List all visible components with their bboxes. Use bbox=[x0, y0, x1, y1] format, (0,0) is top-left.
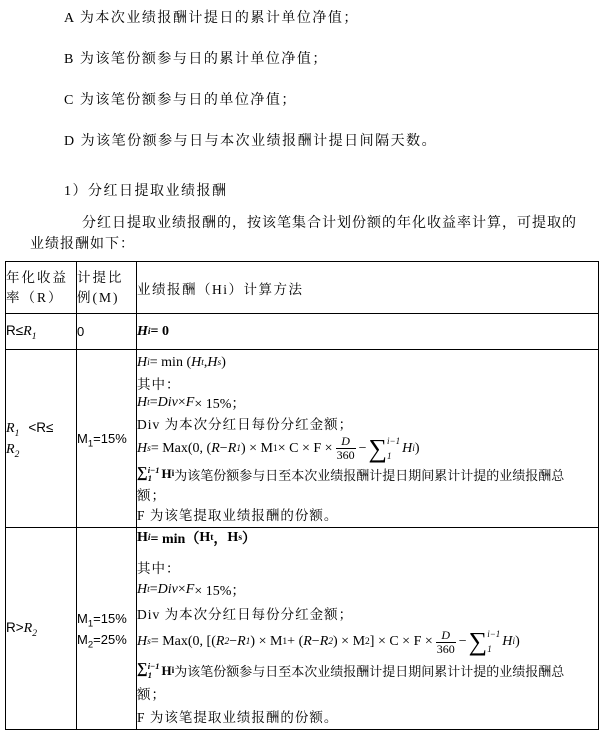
sum-lower-limit: 1 bbox=[387, 450, 392, 461]
sub-1: 1 bbox=[236, 443, 241, 454]
condition-line-1 bbox=[6, 418, 76, 439]
var-H: H bbox=[502, 634, 513, 649]
op-eq-zero: = 0 bbox=[150, 323, 170, 339]
sum-upper-limit: i−1 bbox=[487, 629, 501, 639]
sigma-glyph: ∑ bbox=[468, 627, 488, 656]
op-eq-min: = min（ bbox=[150, 532, 200, 547]
var-H: H bbox=[137, 440, 148, 456]
intro-line-2: 业绩报酬如下： bbox=[30, 237, 135, 252]
var-H: H bbox=[207, 355, 218, 370]
var-H: H bbox=[191, 355, 202, 370]
condition-r-gt-r2 bbox=[6, 528, 77, 730]
op-close-times-m: ) × M bbox=[241, 440, 274, 456]
var-H: H bbox=[137, 634, 148, 649]
header-annualized-return bbox=[6, 262, 77, 314]
fraction-d-360 bbox=[436, 629, 456, 656]
f-description: F 为该笔提取业绩报酬的份额。 bbox=[137, 710, 339, 725]
formula-hi-equals-zero bbox=[137, 322, 598, 341]
sigma-glyph: ∑ bbox=[137, 661, 148, 677]
op-r-le: R≤ bbox=[6, 323, 24, 338]
sub-i: i bbox=[147, 358, 150, 368]
var-R: R bbox=[6, 420, 15, 436]
op-times-15pct: × 15%； bbox=[194, 396, 246, 412]
condition-r1-lt-r-le-r2 bbox=[6, 350, 77, 528]
div-description: Div 为本次分红日每份分红金额； bbox=[137, 607, 354, 622]
op-bracket-times-c-f: ] × C × F × bbox=[369, 634, 433, 649]
var-R: R bbox=[23, 324, 32, 339]
var-R: R bbox=[23, 621, 33, 636]
summation-symbol bbox=[469, 627, 501, 657]
op-minus: − bbox=[311, 634, 320, 649]
var-M: M bbox=[77, 631, 88, 647]
sum-description-text: 为该笔份额参与日至本次业绩报酬计提日期间累计计提的业绩报酬总 bbox=[174, 467, 565, 483]
ratio-value-text: =15% bbox=[93, 610, 127, 626]
performance-fee-table bbox=[5, 261, 599, 730]
frac-denominator-360: 360 bbox=[336, 448, 355, 462]
sum-upper-limit: i−1 bbox=[147, 661, 160, 671]
header-accrual-ratio-line1: 计提比 bbox=[77, 269, 124, 285]
sub-1: 1 bbox=[14, 428, 20, 439]
sigma-glyph: ∑ bbox=[137, 464, 148, 481]
var-H: H bbox=[137, 582, 148, 597]
sub-2: 2 bbox=[224, 637, 230, 647]
var-M: M bbox=[77, 610, 88, 626]
sum-description-wrap: 额； bbox=[137, 687, 166, 702]
table-header-row bbox=[6, 262, 599, 314]
f-description: F 为该笔提取业绩报酬的份额。 bbox=[137, 507, 339, 523]
sub-1: 1 bbox=[31, 331, 37, 342]
formula-hi-min-fw: H i = min（ H t ， H s ） bbox=[137, 530, 257, 547]
summation-symbol bbox=[368, 434, 400, 464]
definition-d: D 为该笔份额参与日与本次业绩报酬计提日间隔天数。 bbox=[64, 134, 438, 149]
var-H: H bbox=[161, 662, 172, 678]
formula-ht bbox=[137, 393, 598, 413]
label-qizhong: 其中： bbox=[137, 561, 181, 576]
op-eq-max-open: = Max(0, ( bbox=[150, 440, 212, 456]
sub-2: 2 bbox=[14, 449, 20, 460]
var-H: H bbox=[137, 323, 148, 339]
ratio-m1-m2 bbox=[77, 528, 137, 730]
sub-1: 1 bbox=[245, 637, 251, 647]
sum-description-wrap: 额； bbox=[137, 487, 166, 503]
formula-hs-tier2: H s = Max(0, [( R 2 − R 1 ) × M 1 + ( R − R 2 ) × M 2 ] × C × F × $\frac{D}{360}$ − ∑ i−1 1 H i ) bbox=[137, 627, 520, 656]
op-comma: ， bbox=[213, 532, 228, 547]
summation-inline-symbol bbox=[137, 465, 159, 484]
condition-line-2 bbox=[6, 439, 76, 460]
fraction-d-360 bbox=[336, 435, 356, 462]
sub-i: i bbox=[147, 533, 151, 543]
formula-hs-tier1: H s = Max(0, ( R − R 1 ) × M 1 × C × F × $\frac{D}{360}$ − ∑ i−1 1 H i ) bbox=[137, 433, 420, 463]
intro-line-1: 分红日提取业绩报酬的，按该笔集合计划份额的年化收益率计算，可提取的 bbox=[82, 216, 577, 231]
ratio-m2-value bbox=[77, 629, 136, 650]
table-row-r1-to-r2 bbox=[6, 350, 599, 528]
sum-lower-limit: 1 bbox=[147, 473, 152, 483]
op-close-paren: ) bbox=[221, 355, 226, 370]
ratio-m1-value bbox=[77, 608, 136, 629]
frac-denominator-360: 360 bbox=[436, 641, 455, 656]
op-eq-max-open-bracket: = Max(0, [( bbox=[150, 634, 216, 649]
sub-2: 2 bbox=[328, 637, 334, 647]
sum-lower-limit: 1 bbox=[147, 669, 152, 680]
var-R: R bbox=[319, 634, 329, 649]
var-H: H bbox=[137, 530, 148, 545]
var-F: F bbox=[185, 582, 195, 597]
header-accrual-ratio bbox=[77, 262, 137, 314]
div-description: Div 为本次分红日每份分红金额； bbox=[137, 416, 354, 432]
op-r-gt: R> bbox=[6, 620, 24, 635]
label-qizhong: 其中： bbox=[137, 376, 181, 392]
op-close-paren: ) bbox=[414, 440, 420, 456]
sub-s: s bbox=[147, 443, 151, 454]
sub-t: t bbox=[147, 397, 150, 408]
var-R: R bbox=[6, 441, 15, 457]
op-minus: − bbox=[358, 440, 367, 456]
ratio-zero: 0 bbox=[77, 314, 137, 350]
ratio-value-text: =25% bbox=[93, 631, 127, 647]
ratio-value-text: =15% bbox=[93, 431, 127, 446]
op-times: × bbox=[177, 582, 186, 597]
sub-t: t bbox=[147, 585, 150, 595]
sum-description: ∑ i−1 1 H i 为该笔份额参与日至本次业绩报酬计提日期间累计计提的业绩报酬总 bbox=[137, 661, 565, 680]
sub-1: 1 bbox=[87, 438, 94, 450]
op-times: × bbox=[177, 394, 186, 410]
definition-c: C 为该笔份额参与日的单位净值； bbox=[64, 93, 297, 108]
definition-b: B 为该笔份额参与日的累计单位净值； bbox=[64, 52, 328, 67]
var-F: F bbox=[185, 394, 195, 410]
condition-r-le-r1 bbox=[6, 314, 77, 350]
sub-s: s bbox=[217, 358, 222, 368]
sub-t: t bbox=[201, 358, 204, 368]
sum-lower-limit: 1 bbox=[487, 644, 492, 654]
sub-2: 2 bbox=[87, 639, 94, 651]
op-eq: = bbox=[149, 394, 158, 410]
sum-description-text: 为该笔份额参与日至本次业绩报酬计提日期间累计计提的业绩报酬总 bbox=[174, 664, 565, 679]
var-H: H bbox=[402, 440, 413, 456]
section-heading: 1）分红日提取业绩报酬 bbox=[64, 184, 228, 199]
ratio-m1-15 bbox=[77, 350, 137, 528]
frac-numerator-D: D bbox=[441, 627, 451, 642]
formula-hi-min bbox=[137, 354, 598, 373]
table-row-r-above-r2 bbox=[6, 528, 599, 730]
formula-cell-tier2 bbox=[137, 528, 599, 730]
sub-2: 2 bbox=[32, 628, 37, 639]
table-row-r-below-r1 bbox=[6, 314, 599, 350]
op-close-paren: ） bbox=[242, 532, 257, 547]
var-H: H bbox=[227, 530, 239, 545]
var-H: H bbox=[199, 530, 211, 545]
op-minus: − bbox=[458, 634, 467, 649]
sub-1: 1 bbox=[87, 618, 94, 630]
formula-cell-hi-zero bbox=[137, 314, 599, 350]
intro-paragraph bbox=[30, 213, 585, 255]
var-H: H bbox=[137, 394, 148, 410]
sigma-glyph: ∑ bbox=[368, 433, 388, 463]
sum-description: ∑ i−1 1 H i 为该笔份额参与日至本次业绩报酬计提日期间累计计提的业绩报酬总 bbox=[137, 464, 565, 483]
var-R: R bbox=[227, 440, 237, 456]
sub-i: i bbox=[512, 637, 516, 647]
op-lt-r-le: <R≤ bbox=[28, 419, 54, 435]
var-H: H bbox=[137, 355, 148, 370]
var-R: R bbox=[215, 634, 225, 649]
formula-cell-tier1 bbox=[137, 350, 599, 528]
var-R: R bbox=[303, 634, 312, 649]
summation-inline-symbol bbox=[137, 661, 159, 680]
formula-ht bbox=[137, 580, 598, 600]
op-close-paren: ) bbox=[515, 634, 520, 649]
op-times-15pct: × 15%； bbox=[194, 584, 246, 599]
ratio-m1-value bbox=[77, 428, 136, 449]
op-close-times-m: ) × M bbox=[250, 634, 283, 649]
var-M: M bbox=[77, 431, 88, 446]
sub-i: i bbox=[412, 443, 415, 454]
sum-upper-limit: i−1 bbox=[147, 464, 160, 475]
op-eq-min: = min ( bbox=[149, 355, 192, 370]
sub-i: i bbox=[147, 326, 151, 337]
sum-upper-limit: i−1 bbox=[387, 435, 401, 446]
var-Div: Div bbox=[157, 394, 178, 410]
op-eq: = bbox=[149, 582, 158, 597]
op-comma: , bbox=[203, 355, 208, 370]
var-R: R bbox=[237, 634, 246, 649]
op-minus: − bbox=[229, 634, 238, 649]
op-minus: − bbox=[219, 440, 228, 456]
op-close-times-m: ) × M bbox=[333, 634, 366, 649]
var-Div: Div bbox=[157, 582, 178, 597]
sub-s: s bbox=[147, 637, 151, 647]
frac-numerator-D: D bbox=[341, 434, 350, 448]
header-annualized-return-line2: 率（R） bbox=[6, 289, 64, 305]
var-R: R bbox=[211, 440, 220, 456]
header-calc-method: 业绩报酬（Hi）计算方法 bbox=[137, 262, 599, 314]
header-annualized-return-line1: 年化收益 bbox=[6, 269, 68, 285]
definition-a: A 为本次业绩报酬计提日的累计单位净值； bbox=[64, 11, 359, 26]
op-plus-open: + ( bbox=[287, 634, 304, 649]
var-H: H bbox=[161, 466, 172, 481]
header-accrual-ratio-line2: 例(M) bbox=[77, 289, 120, 305]
op-times-c-f: × C × F × bbox=[277, 440, 333, 456]
